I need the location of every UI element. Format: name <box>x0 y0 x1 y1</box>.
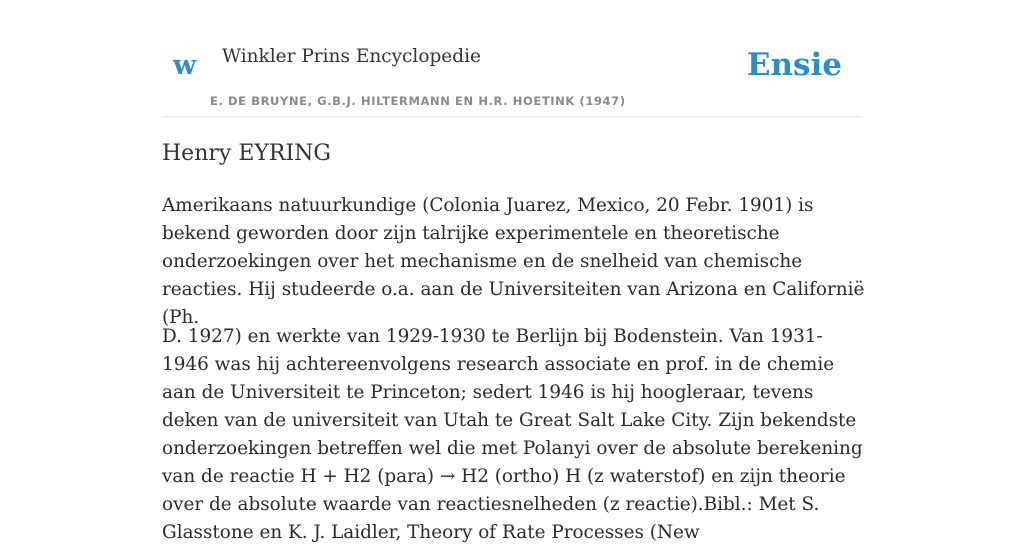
page <box>162 0 865 543</box>
entry-title: Henry EYRING <box>162 141 331 166</box>
source-authors: E. DE BRUYNE, G.B.J. HILTERMANN EN H.R. HOETINK (1947) <box>210 94 626 108</box>
brand-logo[interactable]: Ensie <box>746 47 842 83</box>
source-title[interactable]: Winkler Prins Encyclopedie <box>222 46 481 67</box>
entry-paragraph: Amerikaans natuurkundige (Colonia Juarez, Mexico, 20 Febr. 1901) is bekend geworden door zijn talrijke experimentele en theoretische onderzoekingen over het mechanisme en de snelheid van chemische reacties. Hij studeerde o.a. aan de Universiteiten van Arizona en Californië (Ph. <box>162 195 865 328</box>
entry-paragraph: D. 1927) en werkte van 1929-1930 te Berlijn bij Bodenstein. Van 1931-1946 was hij achtereenvolgens research associate en prof. in de chemie aan de Universiteit te Princeton; sedert 1946 is hij hoogleraar, tevens deken van de universiteit van Utah te Great Salt Lake City. Zijn bekendste onderzoekingen betreffen wel die met Polanyi over de absolute berekening van de reactie H + H2 (para) → H2 (ortho) H (z waterstof) en zijn theorie over de absolute waarde van reactiesnelheden (z reactie).Bibl.: Met S. Glasstone en K. J. Laidler, Theory of Rate Processes (New <box>162 326 863 543</box>
source-logo[interactable]: w <box>173 50 197 81</box>
header <box>162 0 862 117</box>
